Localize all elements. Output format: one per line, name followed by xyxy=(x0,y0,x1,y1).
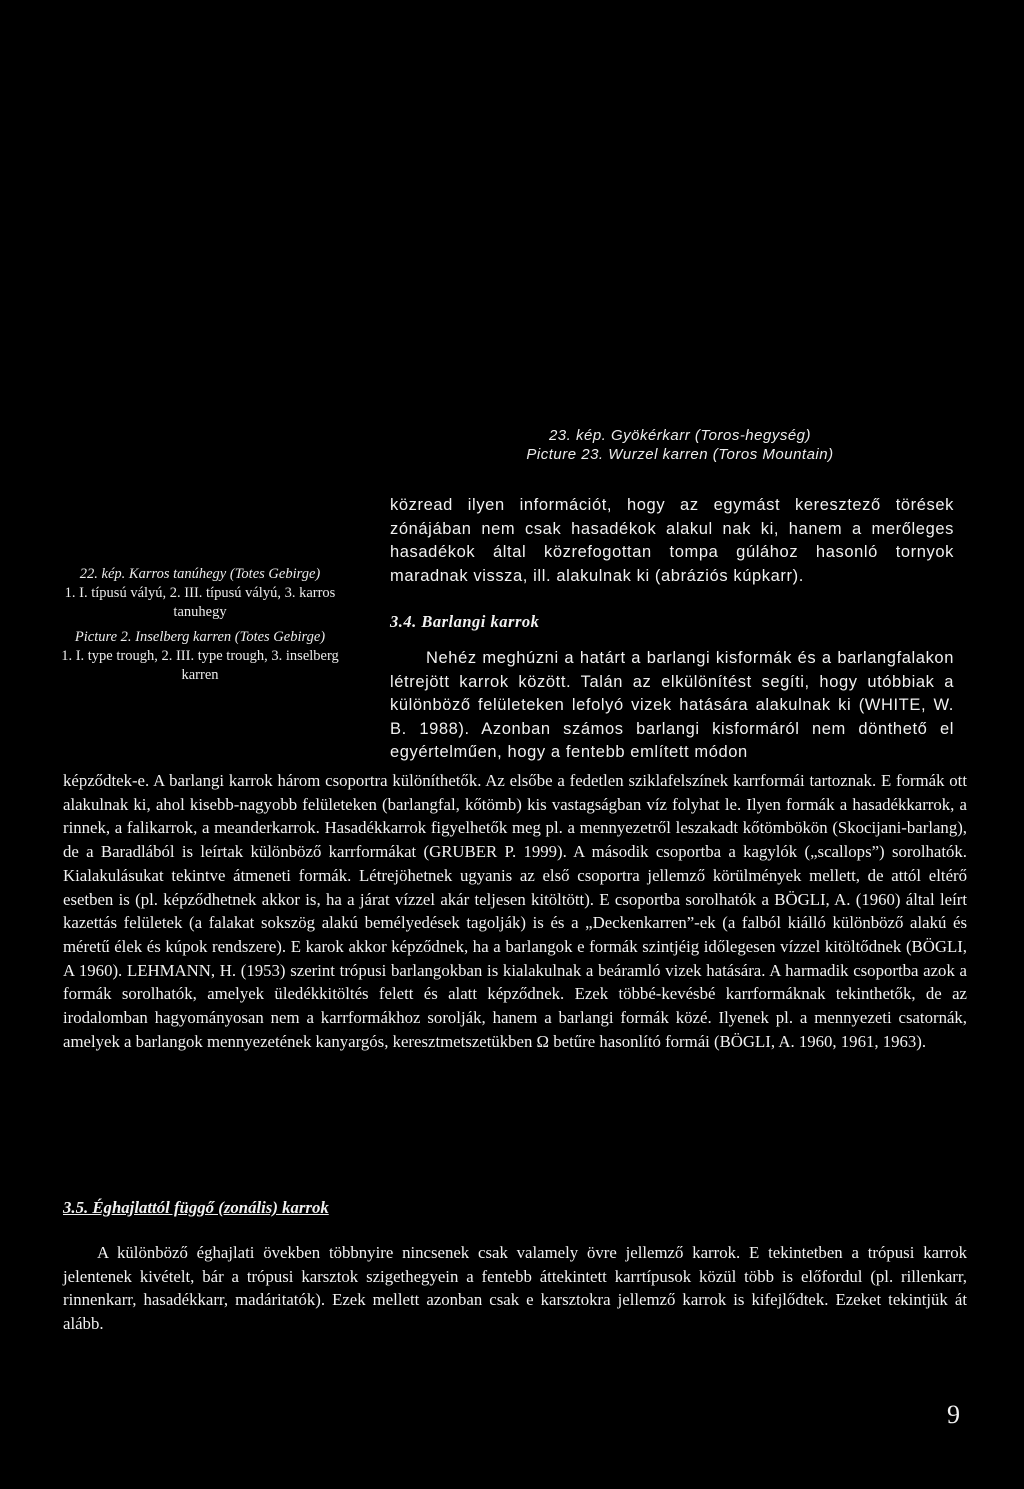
section-3-5-heading xyxy=(63,1198,329,1218)
section-3-4-paragraph-rest-text: képződtek-e. A barlangi karrok három csoportra különíthetők. Az elsőbe a fedetlen sziklafelszínek karrformái tartoznak. E formák ott alakulnak ki, ahol kisebb-nagyobb felületeken (barlangfal, kőtömb) kis vastagságban víz folyhat le. Ilyen formák a hasadékkarrok, a rinnek, a falikarrok, a meanderkarrok. Hasadékkarrok figyelhetők meg pl. a mennyezetről leszakadt kőtömbökön (Skocijani-barlang), de a Baradlából is leírtak különböző karrformákat (GRUBER P. 1999). A második csoportba a kagylók („scallops”) sorolhatók. Kialakulásukat tekintve átmeneti formák. Létrejöhetnek ugyanis az első csoportra jellemző körülmények mellett, de attól eltérő esetben is (pl. képződhetnek akkor is, ha a járat vízzel akár teljesen kitöltött). E csoportba sorolhatók a BÖGLI, A. (1960) által leírt kazettás felületek (a falakat sokszög alakú bemélyedések tagolják) is és a „Deckenkarren”-ek (a falból kiálló különböző alakú és méretű élek és kúpok rendszere). E karok akkor képződnek, ha a barlangok e formák szintjéig időlegesen vízzel kitöltődnek (BÖGLI, A 1960). LEHMANN, H. (1953) szerint trópusi barlangokban is kialakulnak a beáramló vizek hatására. A harmadik csoportba azok a formák sorolhatók, amelyek üledékkitöltés felett és alatt képződnek. Ezek többé-kevésbé karrformáknak tekinthetők, de az irodalomban hagyományosan nem a karrformákhoz sorolják, hanem a barlangi formák közé. Ilyenek pl. a mennyezeti csatornák, amelyek a barlangok mennyezetének kanyargós, keresztmetszetükben Ω betűre hasonlító formái (BÖGLI, A. 1960, 1961, 1963). xyxy=(63,771,967,1051)
section-3-4-heading: 3.4. Barlangi karrok xyxy=(390,612,540,631)
section-3-4-paragraph-start xyxy=(390,647,954,765)
section-3-5-paragraph xyxy=(63,1241,967,1336)
caption-22-hu-title: 22. kép. Karros tanúhegy (Totes Gebirge) xyxy=(79,566,321,582)
caption-22-en-legend: 1. I. type trough, 2. III. type trough, 3. inselberg karren xyxy=(61,648,339,683)
caption-23-en: Picture 23. Wurzel karren (Toros Mountain) xyxy=(526,446,834,463)
page-number: 9 xyxy=(947,1400,960,1429)
figure-caption-23 xyxy=(470,426,890,464)
caption-23-hu: 23. kép. Gyökérkarr (Toros-hegység) xyxy=(548,427,812,444)
section-3-4-paragraph-rest xyxy=(63,769,967,1053)
section-3-5-paragraph-text: A különböző éghajlati övekben többnyire nincsenek csak valamely övre jellemző karrok. E tekintetben a trópusi karrok jelentenek kivételt, bár a trópusi karsztok szigethegyein a fentebb áttekintett karrtípusok közül több is előfordul (pl. rillenkarr, rinnenkarr, hasadékkarr, madáritatók). Ezek mellett azonban csak e karsztokra jellemző karrok is kifejlődtek. Ezeket tekintjük át alább. xyxy=(63,1243,967,1334)
intro-paragraph xyxy=(390,494,954,588)
caption-22-en-title: Picture 2. Inselberg karren (Totes Gebirge) xyxy=(74,629,326,645)
section-3-4-paragraph-start-text: Nehéz meghúzni a határt a barlangi kisformák és a barlangfalakon létrejött karrok között. Talán az elkülönítést segíti, hogy utóbbiak a különböző felületeken lefolyó vizek hatására alakulnak ki (WHITE, W. B. 1988). Azonban számos barlangi kisformáról nem dönthető el egyértelműen, hogy a fentebb említett módon xyxy=(390,649,954,761)
figure-caption-22 xyxy=(50,565,350,685)
intro-paragraph-text: közread ilyen információt, hogy az egymást keresztező törések zónájában nem csak hasadékok alakul nak ki, hanem a merőleges hasadékok által közrefogottan tompa gúlához hasonló tornyok maradnak vissza, ill. alakulnak ki (abráziós kúpkarr). xyxy=(390,496,954,585)
section-3-5-heading-text: 3.5. Éghajlattól függő (zonális) karrok xyxy=(63,1198,329,1217)
caption-22-hu-legend: 1. I. típusú vályú, 2. III. típusú vályú, 3. karros tanuhegy xyxy=(64,585,336,620)
